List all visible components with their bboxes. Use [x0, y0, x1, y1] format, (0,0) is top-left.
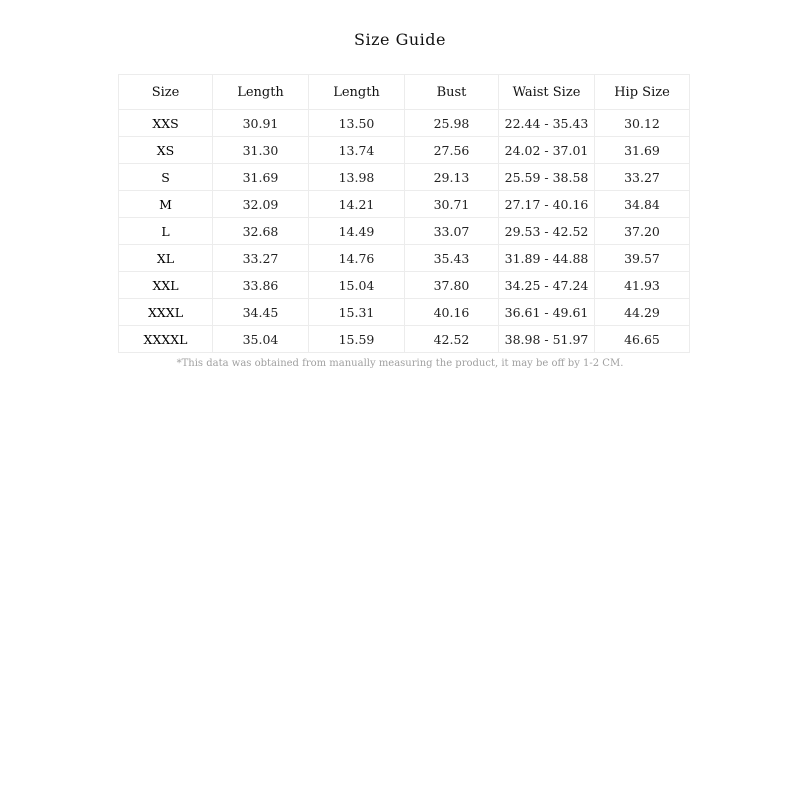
table-row [119, 137, 690, 164]
waist-size-cell: 31.89 - 44.88 [499, 245, 595, 272]
length-cell: 33.86 [213, 272, 309, 299]
length-2-cell: 15.31 [309, 299, 405, 326]
hip-size-cell: 30.12 [595, 110, 690, 137]
header-length-2: Length [309, 75, 405, 110]
length-2-cell: 13.98 [309, 164, 405, 191]
waist-size-cell: 29.53 - 42.52 [499, 218, 595, 245]
waist-size-cell: 22.44 - 35.43 [499, 110, 595, 137]
size-cell: XXXXL [119, 326, 213, 353]
table-row [119, 164, 690, 191]
bust-cell: 25.98 [405, 110, 499, 137]
table-row [119, 326, 690, 353]
length-2-cell: 14.49 [309, 218, 405, 245]
length-cell: 31.30 [213, 137, 309, 164]
header-bust: Bust [405, 75, 499, 110]
waist-size-cell: 38.98 - 51.97 [499, 326, 595, 353]
size-cell: XS [119, 137, 213, 164]
size-cell: XXS [119, 110, 213, 137]
table-row [119, 191, 690, 218]
size-cell: S [119, 164, 213, 191]
hip-size-cell: 44.29 [595, 299, 690, 326]
length-2-cell: 15.04 [309, 272, 405, 299]
length-cell: 31.69 [213, 164, 309, 191]
length-cell: 33.27 [213, 245, 309, 272]
header-waist-size: Waist Size [499, 75, 595, 110]
hip-size-cell: 39.57 [595, 245, 690, 272]
bust-cell: 27.56 [405, 137, 499, 164]
hip-size-cell: 41.93 [595, 272, 690, 299]
hip-size-cell: 37.20 [595, 218, 690, 245]
size-guide-table [118, 74, 690, 353]
page-title: Size Guide [354, 30, 446, 49]
waist-size-cell: 25.59 - 38.58 [499, 164, 595, 191]
header-size: Size [119, 75, 213, 110]
header-length: Length [213, 75, 309, 110]
table-row [119, 245, 690, 272]
length-2-cell: 13.74 [309, 137, 405, 164]
hip-size-cell: 31.69 [595, 137, 690, 164]
table-row [119, 299, 690, 326]
header-hip-size: Hip Size [595, 75, 690, 110]
size-cell: L [119, 218, 213, 245]
length-2-cell: 15.59 [309, 326, 405, 353]
length-2-cell: 14.21 [309, 191, 405, 218]
bust-cell: 33.07 [405, 218, 499, 245]
bust-cell: 40.16 [405, 299, 499, 326]
bust-cell: 30.71 [405, 191, 499, 218]
length-2-cell: 14.76 [309, 245, 405, 272]
bust-cell: 42.52 [405, 326, 499, 353]
table-body [119, 110, 690, 353]
length-cell: 35.04 [213, 326, 309, 353]
size-cell: XXXL [119, 299, 213, 326]
table-row [119, 110, 690, 137]
table-header-row [119, 75, 690, 110]
length-2-cell: 13.50 [309, 110, 405, 137]
waist-size-cell: 36.61 - 49.61 [499, 299, 595, 326]
waist-size-cell: 27.17 - 40.16 [499, 191, 595, 218]
bust-cell: 35.43 [405, 245, 499, 272]
hip-size-cell: 46.65 [595, 326, 690, 353]
length-cell: 32.09 [213, 191, 309, 218]
size-cell: XXL [119, 272, 213, 299]
table-row [119, 218, 690, 245]
hip-size-cell: 34.84 [595, 191, 690, 218]
bust-cell: 29.13 [405, 164, 499, 191]
size-cell: XL [119, 245, 213, 272]
footnote: *This data was obtained from manually measuring the product, it may be off by 1-2 CM. [176, 358, 624, 369]
size-cell: M [119, 191, 213, 218]
length-cell: 32.68 [213, 218, 309, 245]
waist-size-cell: 34.25 - 47.24 [499, 272, 595, 299]
table-row [119, 272, 690, 299]
length-cell: 30.91 [213, 110, 309, 137]
waist-size-cell: 24.02 - 37.01 [499, 137, 595, 164]
hip-size-cell: 33.27 [595, 164, 690, 191]
bust-cell: 37.80 [405, 272, 499, 299]
length-cell: 34.45 [213, 299, 309, 326]
